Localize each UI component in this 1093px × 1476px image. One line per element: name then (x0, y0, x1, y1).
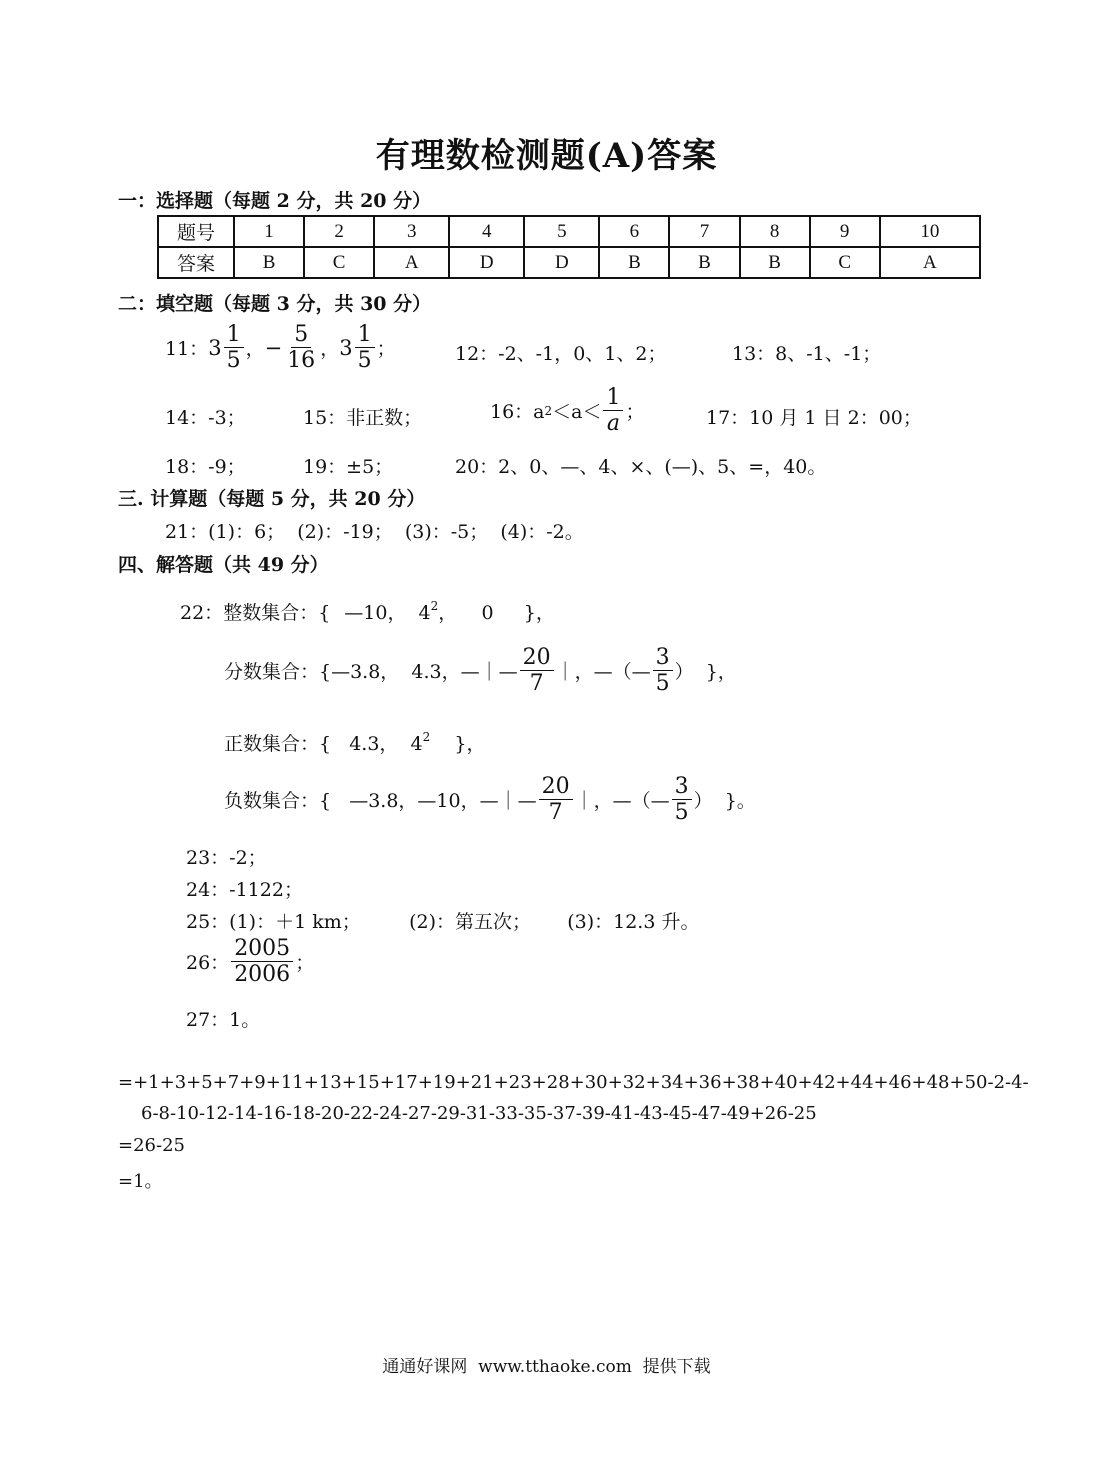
table-cell-number: 4 (449, 216, 524, 247)
set-items: }， (430, 733, 486, 755)
table-cell-answer: C (304, 247, 374, 278)
set-items: ） }， (674, 661, 737, 684)
numerator: 1 (603, 385, 623, 411)
table-header-cell: 答案 (158, 247, 234, 278)
mixed-number (208, 322, 245, 374)
q22-label: 22： (180, 602, 224, 624)
table-cell-answer: C (810, 247, 880, 278)
table-header-cell: 题号 (158, 216, 234, 247)
answer-q11 (165, 322, 396, 374)
q16-text: 16：a (490, 401, 545, 424)
separator: ； (625, 401, 645, 424)
answer-q21: 21：(1)：6； (2)：-19； (3)：-5； (4)：-2。 (165, 521, 584, 543)
numerator: 20 (539, 774, 573, 800)
exponent: 2 (544, 403, 553, 418)
table-row (158, 247, 980, 278)
table-cell-number: 5 (524, 216, 599, 247)
fraction (224, 322, 244, 374)
set-items: ｜，—（— (555, 661, 651, 684)
mixed-number (339, 322, 376, 374)
numerator: 2005 (231, 936, 293, 962)
numerator: 1 (355, 322, 375, 348)
table-cell-answer: D (449, 247, 524, 278)
whole-part: 3 (339, 335, 353, 360)
set-items: —10， 4 (344, 602, 431, 624)
work-line: =+1+3+5+7+9+11+13+15+17+19+21+23+28+30+32+34+36+38+40+42+44+46+48+50-2-4- (118, 1072, 1029, 1093)
table-cell-number: 2 (304, 216, 374, 247)
answer-q24: 24：-1122； (186, 879, 303, 901)
answer-q12: 12：-2、-1，0、1、2； (455, 343, 667, 365)
fraction (672, 774, 692, 826)
fraction (520, 645, 554, 697)
work-line: =1。 (118, 1171, 163, 1192)
denominator: 5 (655, 671, 670, 697)
set-label: 分数集合：{—3.8， 4.3，—｜— (224, 661, 518, 684)
answer-q16 (490, 385, 645, 437)
fraction (539, 774, 573, 826)
answer-q26 (186, 936, 314, 988)
denominator: 5 (674, 800, 689, 826)
table-cell-answer: B (234, 247, 304, 278)
exponent: 2 (422, 729, 431, 744)
separator: ； (295, 952, 315, 975)
section-heading-solve: 四、解答题（共 49 分） (118, 554, 329, 576)
set-items: ） }。 (693, 790, 756, 813)
table-cell-answer: B (740, 247, 810, 278)
answer-q22-positives (224, 729, 485, 756)
page-title: 有理数检测题(A)答案 (375, 136, 718, 176)
answer-q27: 27：1。 (186, 1009, 261, 1031)
set-label: 整数集合：{ (223, 602, 331, 624)
table-cell-number: 3 (374, 216, 449, 247)
q11-label: 11： (165, 338, 209, 361)
fraction (355, 322, 375, 374)
q16-text: ＜a＜ (552, 401, 602, 424)
set-label: 正数集合：{ 4.3， 4 (224, 733, 423, 755)
table-cell-number: 1 (234, 216, 304, 247)
whole-part: 3 (208, 335, 222, 360)
fraction (653, 645, 673, 697)
denominator: 2006 (234, 962, 291, 988)
section-heading-calc: 三. 计算题（每题 5 分，共 20 分） (118, 488, 426, 510)
table-cell-answer: A (374, 247, 449, 278)
set-label: 负数集合：{ —3.8，—10，—｜— (224, 790, 537, 813)
work-line: 6-8-10-12-14-16-18-20-22-24-27-29-31-33-35-37-39-41-43-45-47-49+26-25 (141, 1103, 817, 1124)
set-items: ｜，—（— (574, 790, 670, 813)
answer-q22-fractions (224, 645, 737, 697)
section-heading-fill: 二：填空题（每题 3 分，共 30 分） (118, 293, 432, 315)
exponent: 2 (430, 598, 439, 613)
table-cell-number: 9 (810, 216, 880, 247)
table-cell-answer: B (599, 247, 669, 278)
fraction (284, 322, 318, 374)
separator: ， (245, 338, 265, 361)
denominator: 5 (226, 348, 241, 374)
table-cell-number: 10 (880, 216, 980, 247)
denominator: 7 (548, 800, 563, 826)
denominator: 16 (287, 348, 316, 374)
table-cell-answer: B (669, 247, 739, 278)
denominator: 7 (529, 671, 544, 697)
answer-q22-integers (180, 598, 555, 625)
separator: ； (376, 338, 396, 361)
denominator: 5 (357, 348, 372, 374)
answer-q14: 14：-3； (165, 407, 246, 429)
separator: ， (320, 338, 340, 361)
fraction (231, 936, 293, 988)
numerator: 5 (291, 322, 311, 348)
minus-sign: − (264, 335, 283, 360)
numerator: 3 (672, 774, 692, 800)
answer-q15: 15：非正数； (303, 407, 423, 429)
footer-text: 通通好课网 www.tthaoke.com 提供下载 (382, 1357, 711, 1377)
table-row (158, 216, 980, 247)
table-cell-answer: A (880, 247, 980, 278)
section-heading-choice: 一：选择题（每题 2 分，共 20 分） (118, 190, 432, 212)
answer-q20: 20：2、0、—、4、×、(—)、5、=，40。 (455, 456, 827, 478)
numerator: 3 (653, 645, 673, 671)
answer-q18: 18：-9； (165, 456, 246, 478)
work-line: =26-25 (118, 1135, 185, 1156)
q26-label: 26： (186, 952, 230, 975)
answer-q17: 17：10 月 1 日 2：00； (706, 407, 922, 429)
set-items: ， 0 }， (438, 602, 555, 624)
answer-q23: 23：-2； (186, 847, 267, 869)
denominator: a (606, 411, 621, 437)
numerator: 20 (520, 645, 554, 671)
answer-q22-negatives (224, 774, 756, 826)
answer-q25: 25：(1)：＋1 km； (2)：第五次； (3)：12.3 升。 (186, 911, 700, 933)
fraction (603, 385, 623, 437)
table-cell-number: 6 (599, 216, 669, 247)
answer-q13: 13：8、-1、-1； (732, 343, 882, 365)
table-cell-number: 7 (669, 216, 739, 247)
numerator: 1 (224, 322, 244, 348)
answer-table (157, 215, 981, 279)
answer-q19: 19：±5； (303, 456, 394, 478)
table-cell-answer: D (524, 247, 599, 278)
table-cell-number: 8 (740, 216, 810, 247)
